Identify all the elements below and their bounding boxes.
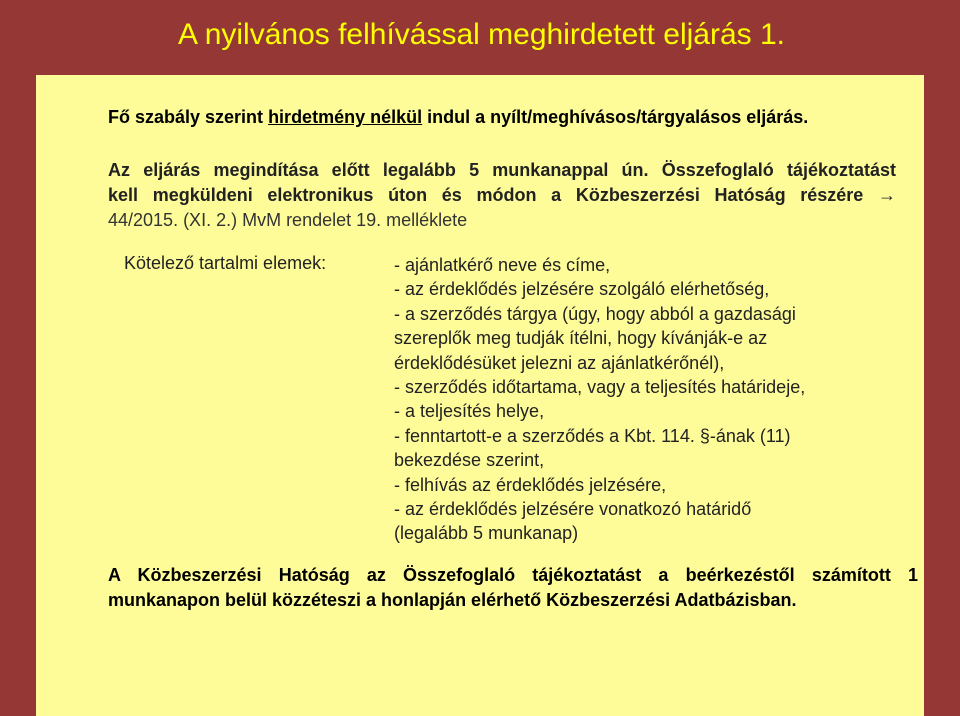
closing-line-1: A Közbeszerzési Hatóság az Összefoglaló tájékoztatást a beérkezéstől számított 1 — [108, 565, 918, 585]
slide-title: A nyilvános felhívással meghirdetett eljárás 1. — [178, 18, 785, 51]
requirement-line: - a teljesítés helye, — [394, 401, 545, 422]
requirement-line: - a szerződés tárgya (úgy, hogy abból a gazdasági — [394, 303, 796, 324]
requirement-line: bekezdése szerint, — [394, 450, 545, 471]
requirement-line: - fenntartott-e a szerződés a Kbt. 114. §-ának (11) — [394, 425, 791, 446]
requirement-line: - felhívás az érdeklődés jelzésére, — [394, 474, 667, 495]
requirement-line: - ajánlatkérő neve és címe, — [394, 255, 611, 275]
rule-before: Fő szabály szerint — [108, 107, 269, 127]
intro-paragraph — [108, 158, 896, 233]
requirement-line: - az érdeklődés jelzésére szolgáló elérhetőség, — [394, 279, 770, 300]
closing-line-2: munkanapon belül közzéteszi a honlapján elérhető Közbeszerzési Adatbázisban. — [108, 590, 797, 610]
main-rule-text — [108, 107, 808, 128]
rule-underlined: hirdetmény nélkül — [268, 107, 423, 127]
requirements-label: Kötelező tartalmi elemek: — [124, 253, 327, 273]
closing-paragraph — [108, 563, 918, 613]
requirement-line: (legalább 5 munkanap) — [394, 523, 579, 544]
requirement-line: érdeklődésüket jelezni az ajánlatkérőnél), — [394, 352, 725, 373]
rule-after: indul a nyílt/meghívásos/tárgyalásos eljárás. — [422, 107, 809, 127]
intro-line-3: 44/2015. (XI. 2.) MvM rendelet 19. melléklete — [108, 210, 468, 230]
arrow-right-icon: → — [877, 185, 896, 205]
right-border-bar — [924, 0, 960, 716]
left-border-bar — [0, 0, 36, 716]
requirements-list — [394, 253, 864, 546]
intro-line-2-text: kell megküldeni elektronikus úton és módon a Közbeszerzési Hatóság részére — [108, 185, 864, 205]
requirement-line: - az érdeklődés jelzésére vonatkozó határidő — [394, 499, 752, 520]
intro-line-1: Az eljárás megindítása előtt legalább 5 munkanappal ún. Összefoglaló tájékoztatást — [108, 160, 896, 180]
requirement-line: szereplők meg tudják ítélni, hogy kívánják-e az — [394, 328, 768, 349]
requirement-line: - szerződés időtartama, vagy a teljesítés határideje, — [394, 377, 806, 398]
intro-line-2 — [108, 183, 896, 208]
